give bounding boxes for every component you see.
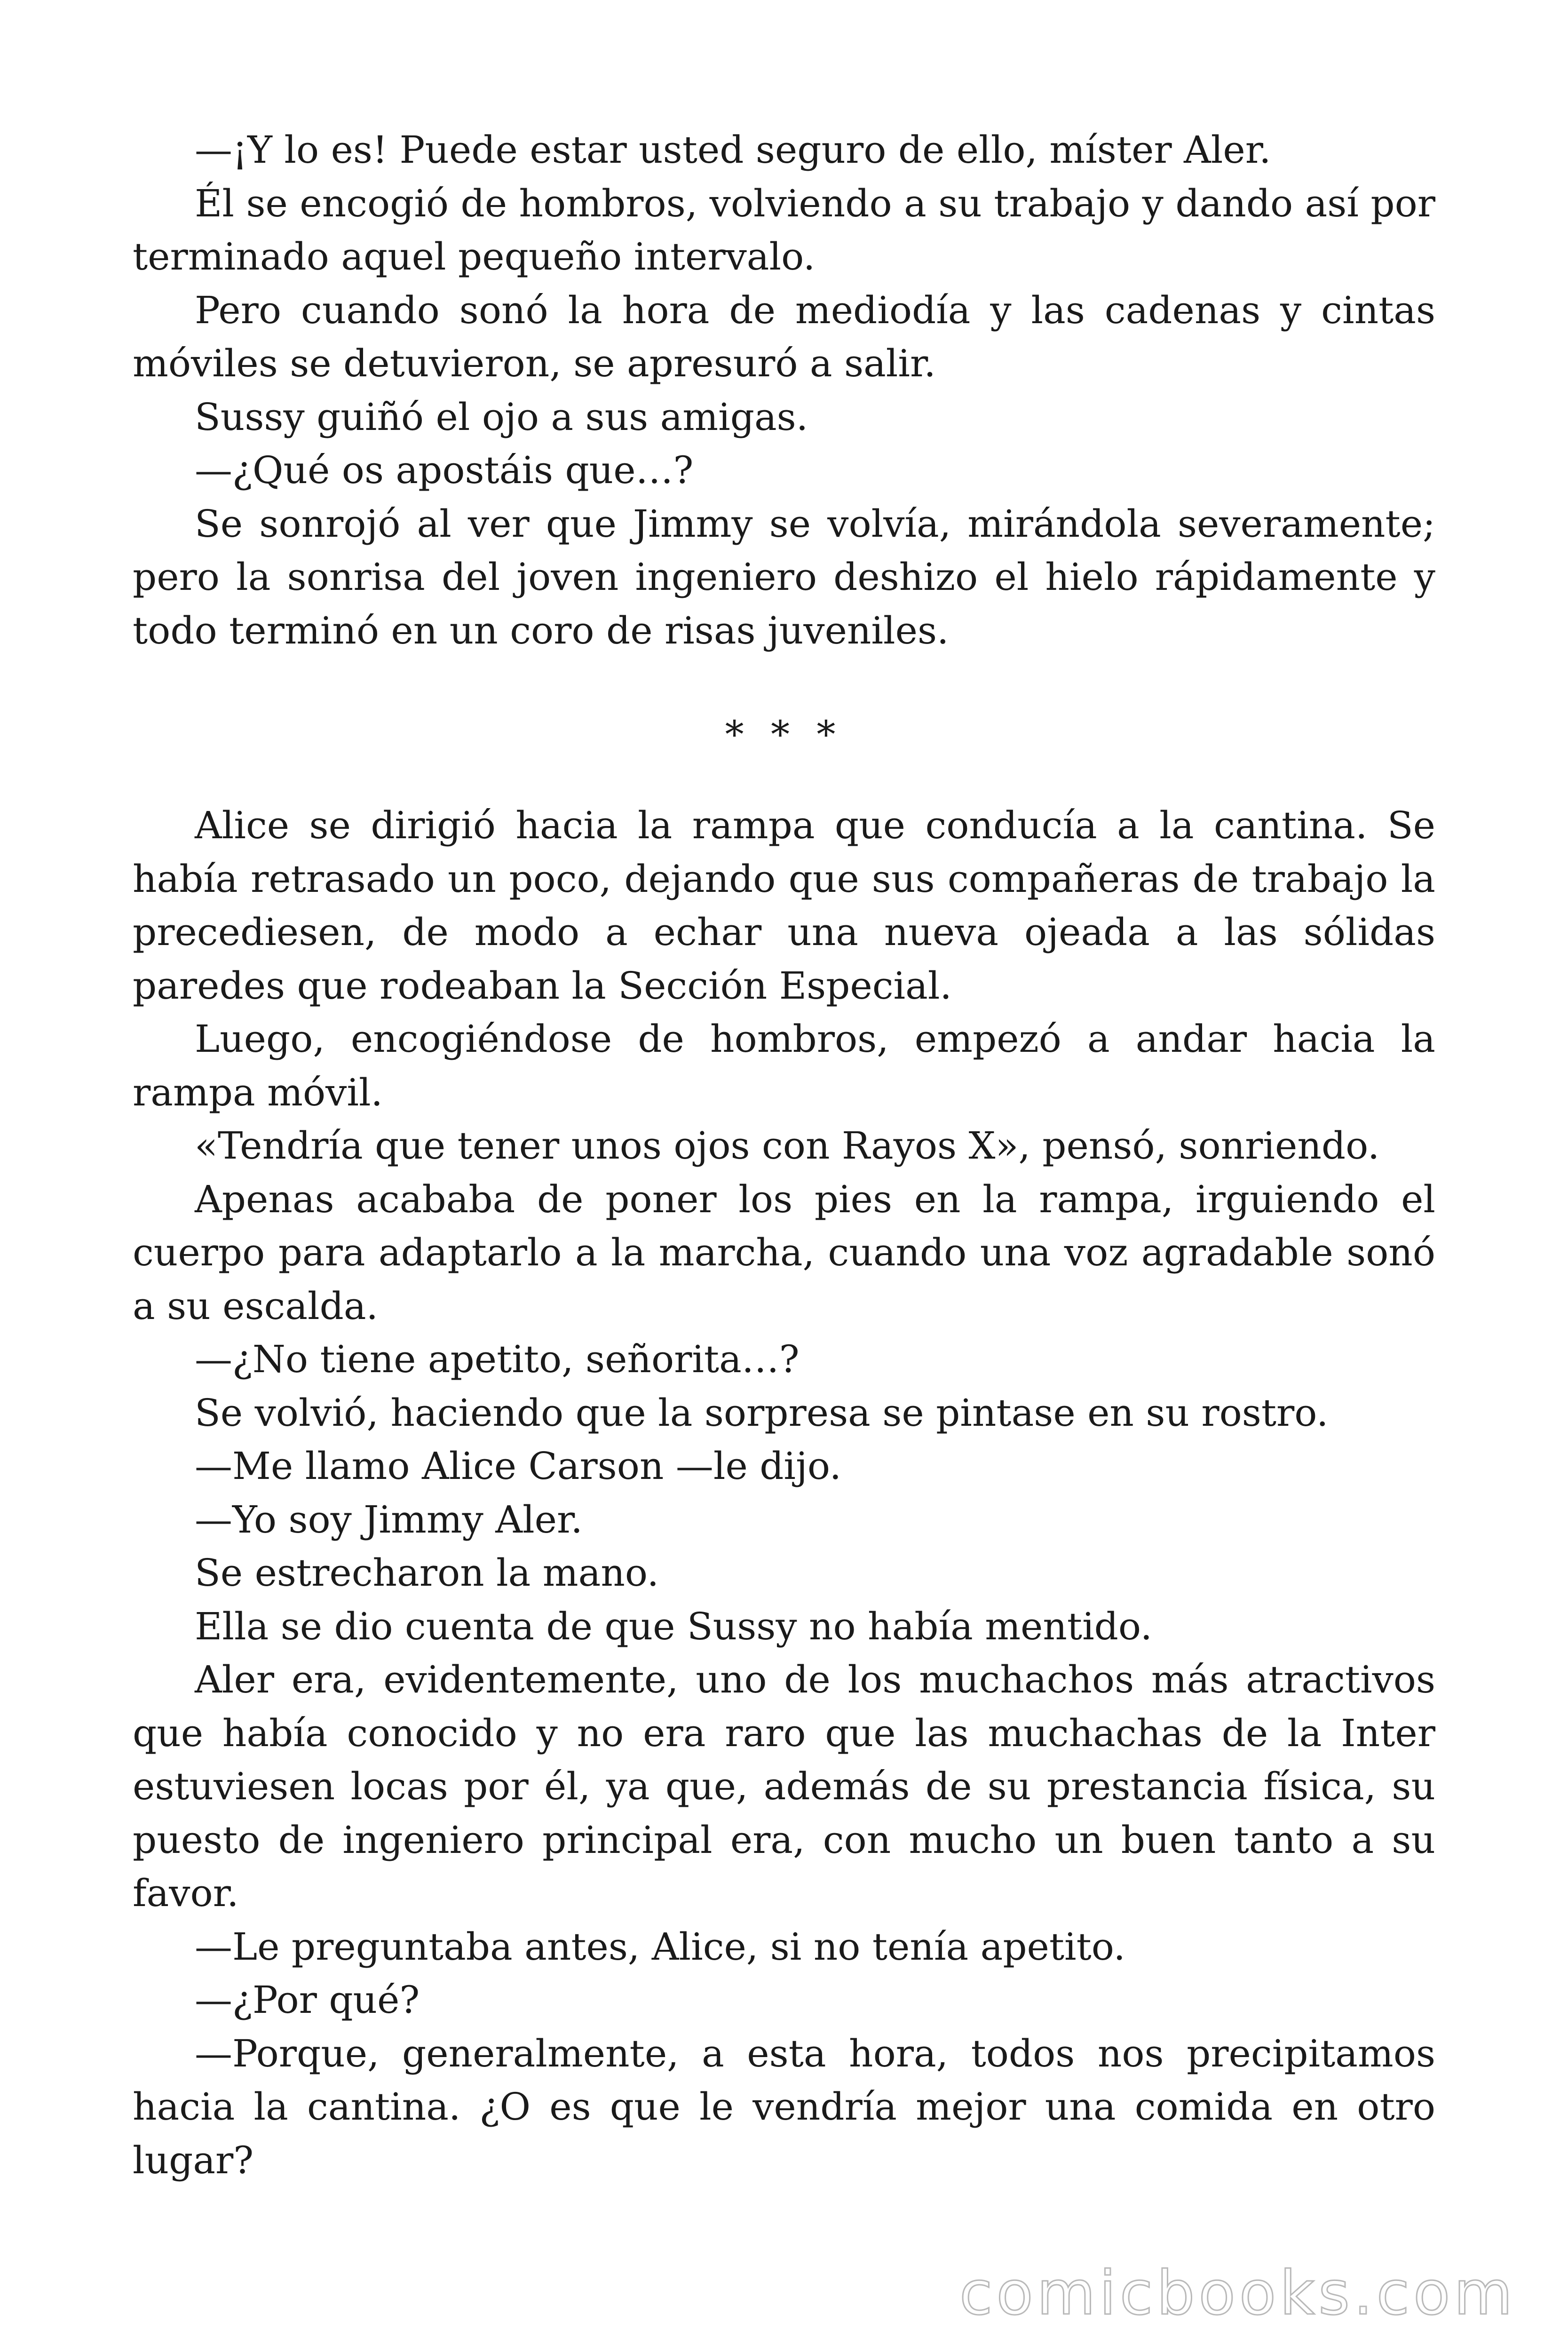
- paragraph: Sussy guiñó el ojo a sus amigas.: [195, 395, 808, 439]
- paragraph: Él se encogió de hombros, volviendo a su trabajo y dando así por terminado aquel pequeño intervalo.: [133, 181, 1435, 278]
- paragraph: —Le preguntaba antes, Alice, si no tenía apetito.: [195, 1924, 1125, 1969]
- text-block-before-break: [133, 123, 1435, 657]
- paragraph: —¿No tiene apetito, señorita…?: [195, 1337, 800, 1381]
- paragraph: Alice se dirigió hacia la rampa que conducía a la cantina. Se había retrasado un poco, dejando que sus compañeras de trabajo la precediesen, de modo a echar una nueva ojeada a las sólidas paredes que rodeaban la Sección Especial.: [133, 803, 1435, 1008]
- paragraph: Aler era, evidentemente, uno de los muchachos más atractivos que había conocido y no era raro que las muchachas de la Inter estuviesen locas por él, ya que, además de su prestancia física, su puesto de ingeniero principal era, con mucho un buen tanto a su favor.: [133, 1658, 1435, 1915]
- paragraph: Se estrecharon la mano.: [195, 1551, 659, 1595]
- paragraph: Se sonrojó al ver que Jimmy se volvía, mirándola severamente; pero la sonrisa del joven ingeniero deshizo el hielo rápidamente y todo terminó en un coro de risas juveniles.: [133, 501, 1435, 652]
- paragraph: —¿Qué os apostáis que…?: [195, 448, 694, 492]
- paragraph: Ella se dio cuenta de que Sussy no había mentido.: [195, 1604, 1153, 1648]
- paragraph: —Yo soy Jimmy Aler.: [195, 1497, 583, 1542]
- paragraph: «Tendría que tener unos ojos con Rayos X», pensó, sonriendo.: [195, 1124, 1380, 1168]
- paragraph: Pero cuando sonó la hora de mediodía y las cadenas y cintas móviles se detuvieron, se apresuró a salir.: [133, 288, 1435, 385]
- paragraph: —¡Y lo es! Puede estar usted seguro de ello, míster Aler.: [195, 128, 1271, 172]
- watermark: comicbooks.com: [959, 2258, 1516, 2328]
- paragraph: —¿Por qué?: [195, 1978, 420, 2022]
- paragraph: Se volvió, haciendo que la sorpresa se pintase en su rostro.: [195, 1391, 1329, 1435]
- paragraph: Apenas acababa de poner los pies en la rampa, irguiendo el cuerpo para adaptarlo a la marcha, cuando una voz agradable sonó a su escalda.: [133, 1177, 1435, 1328]
- scene-break: * * *: [725, 713, 843, 756]
- text-block-after-break: [133, 799, 1435, 2187]
- paragraph: —Porque, generalmente, a esta hora, todos nos precipitamos hacia la cantina. ¿O es que le vendría mejor una comida en otro lugar?: [133, 2031, 1435, 2182]
- paragraph: Luego, encogiéndose de hombros, empezó a andar hacia la rampa móvil.: [133, 1017, 1435, 1114]
- paragraph: —Me llamo Alice Carson —le dijo.: [195, 1444, 841, 1488]
